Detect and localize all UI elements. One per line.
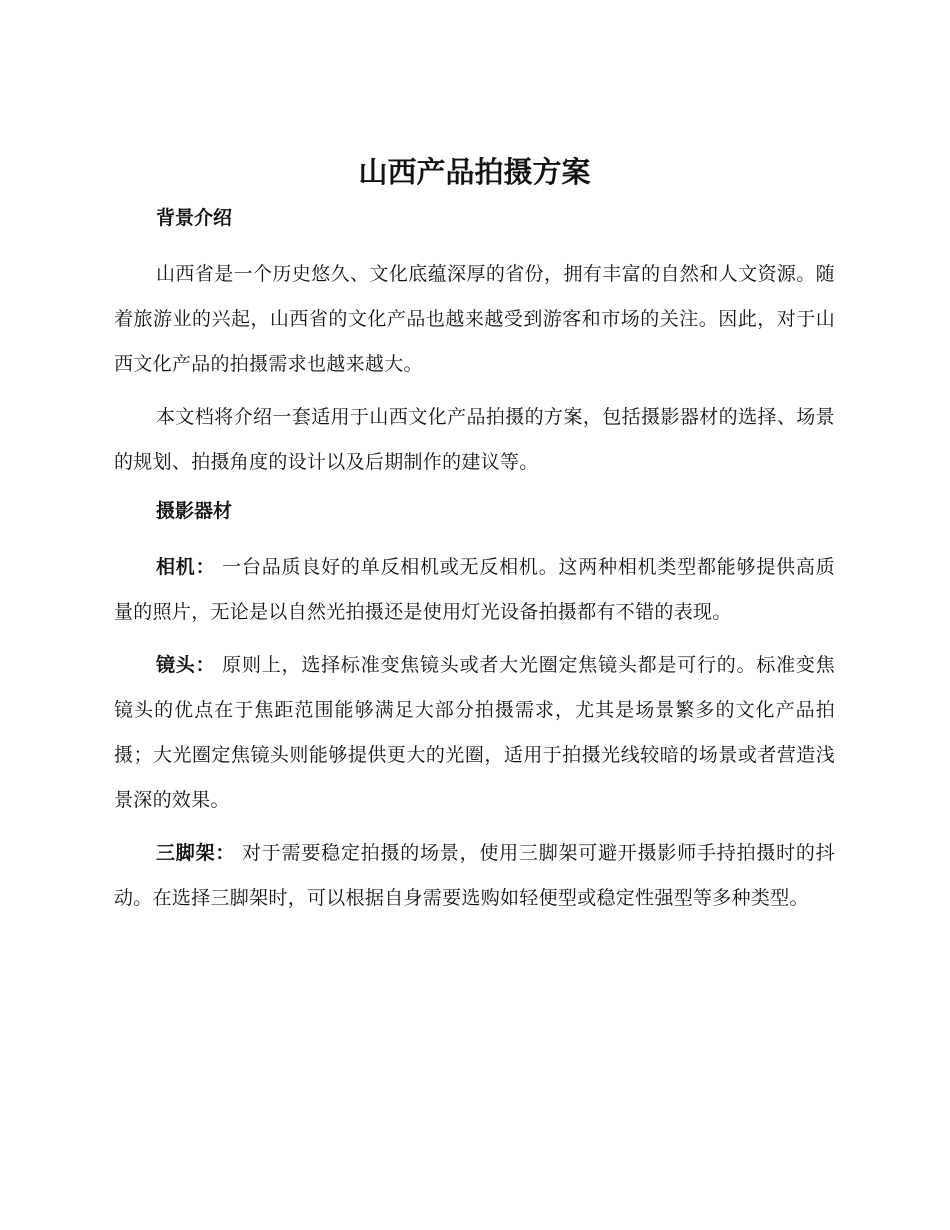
- paragraph-background-2: 本文档将介绍一套适用于山西文化产品拍摄的方案，包括摄影器材的选择、场景的规划、拍摄角度的设计以及后期制作的建议等。: [114, 406, 835, 473]
- lens-text: 原则上，选择标准变焦镜头或者大光圈定焦镜头都是可行的。标准变焦镜头的优点在于焦距范围能够满足大部分拍摄需求，尤其是场景繁多的文化产品拍摄；大光圈定焦镜头则能够提供更大的光圈，适用于拍摄光线较暗的场景或者营造浅景深的效果。: [114, 654, 835, 811]
- tripod-label: 三脚架：: [156, 842, 236, 864]
- section-equipment: [114, 497, 835, 921]
- section-background: [114, 204, 835, 485]
- document-title: 山西产品拍摄方案: [358, 155, 591, 189]
- paragraph-lens: [114, 643, 835, 823]
- lens-label: 镜头：: [156, 654, 216, 676]
- paragraph-tripod: [114, 831, 835, 921]
- camera-text: 一台品质良好的单反相机或无反相机。这两种相机类型都能够提供高质量的照片，无论是以自然光拍摄还是使用灯光设备拍摄都有不错的表现。: [114, 556, 835, 623]
- paragraph-background-1: 山西省是一个历史悠久、文化底蕴深厚的省份，拥有丰富的自然和人文资源。随着旅游业的兴起，山西省的文化产品也越来越受到游客和市场的关注。因此，对于山西文化产品的拍摄需求也越来越大。: [114, 263, 835, 375]
- tripod-text: 对于需要稳定拍摄的场景，使用三脚架可避开摄影师手持拍摄时的抖动。在选择三脚架时，可以根据自身需要选购如轻便型或稳定性强型等多种类型。: [114, 842, 835, 909]
- section-heading-equipment: 摄影器材: [156, 500, 233, 522]
- camera-label: 相机：: [156, 556, 216, 578]
- paragraph-camera: [114, 545, 835, 635]
- section-heading-background: 背景介绍: [156, 207, 233, 229]
